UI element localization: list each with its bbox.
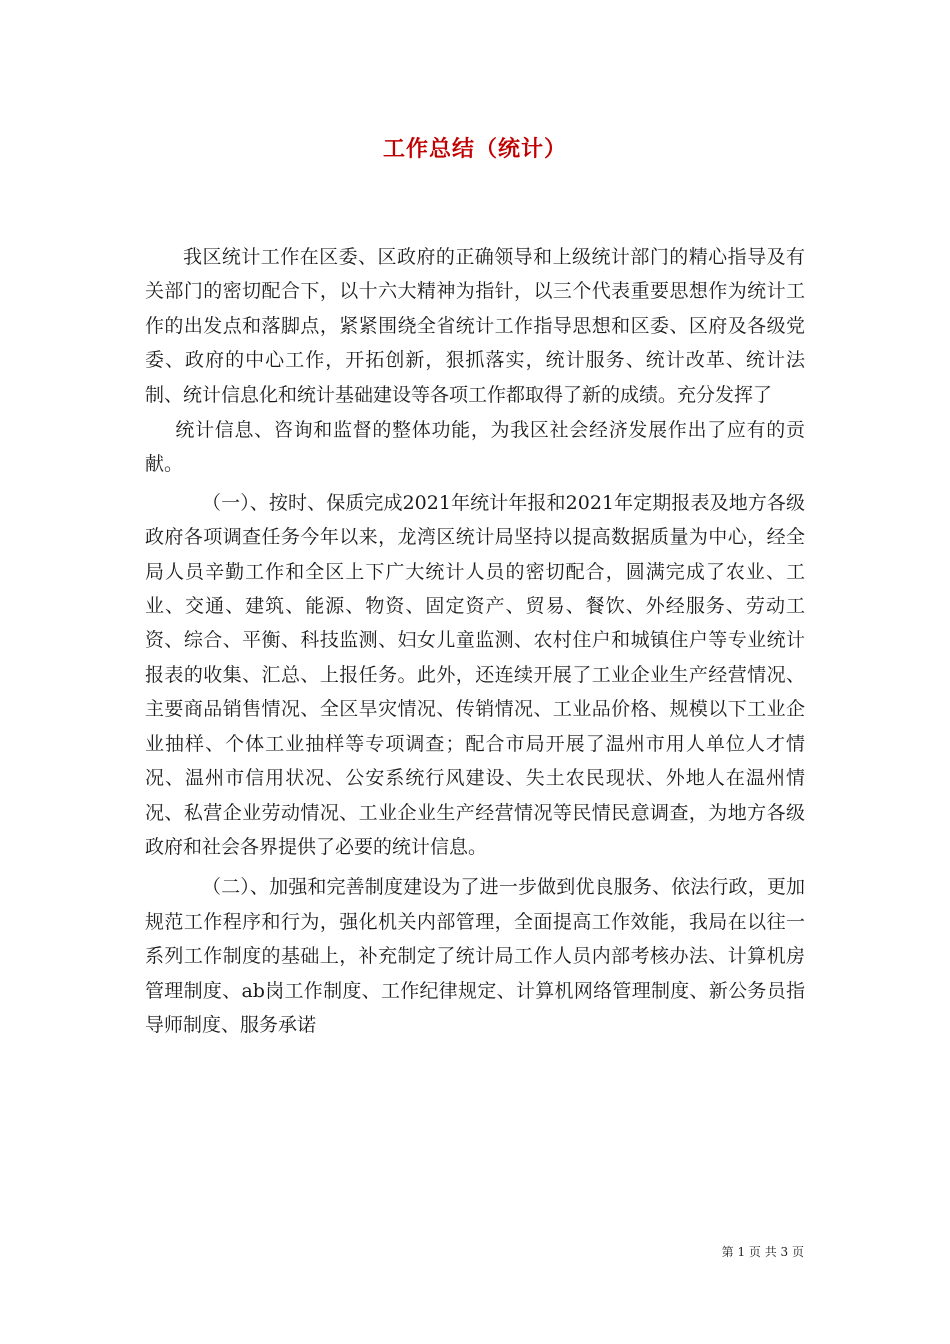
document-body	[145, 240, 805, 1043]
page-number: 第 1 页 共 3 页	[721, 1245, 804, 1259]
paragraph-intro: 我区统计工作在区委、区政府的正确领导和上级统计部门的精心指导及有关部门的密切配合下，以十六大精神为指针，以三个代表重要思想作为统计工作的出发点和落脚点，紧紧围绕全省统计工作指导思想和区委、区府及各级党委、政府的中心工作，开拓创新，狠抓落实，统计服务、统计改革、统计法制、统计信息化和统计基础建设等各项工作都取得了新的成绩。充分发挥了	[145, 246, 805, 406]
paragraph-intro-continued: 统计信息、咨询和监督的整体功能，为我区社会经济发展作出了应有的贡献。	[145, 419, 805, 476]
paragraph-section-2: （二）、加强和完善制度建设为了进一步做到优良服务、依法行政，更加规范工作程序和行为，强化机关内部管理，全面提高工作效能，我局在以往一系列工作制度的基础上，补充制定了统计局工作人员内部考核办法、计算机房管理制度、ab岗工作制度、工作纪律规定、计算机网络管理制度、新公务员指导师制度、服务承诺	[145, 876, 805, 1036]
document-title: 工作总结（统计）	[382, 136, 567, 162]
paragraph-section-1: （一）、按时、保质完成2021年统计年报和2021年定期报表及地方各级政府各项调查任务今年以来，龙湾区统计局坚持以提高数据质量为中心，经全局人员辛勤工作和全区上下广大统计人员的密切配合，圆满完成了农业、工业、交通、建筑、能源、物资、固定资产、贸易、餐饮、外经服务、劳动工资、综合、平衡、科技监测、妇女儿童监测、农村住户和城镇住户等专业统计报表的收集、汇总、上报任务。此外，还连续开展了工业企业生产经营情况、主要商品销售情况、全区旱灾情况、传销情况、工业品价格、规模以下工业企业抽样、个体工业抽样等专项调查；配合市局开展了温州市用人单位人才情况、温州市信用状况、公安系统行风建设、失土农民现状、外地人在温州情况、私营企业劳动情况、工业企业生产经营情况等民情民意调查，为地方各级政府和社会各界提供了必要的统计信息。	[145, 491, 805, 858]
